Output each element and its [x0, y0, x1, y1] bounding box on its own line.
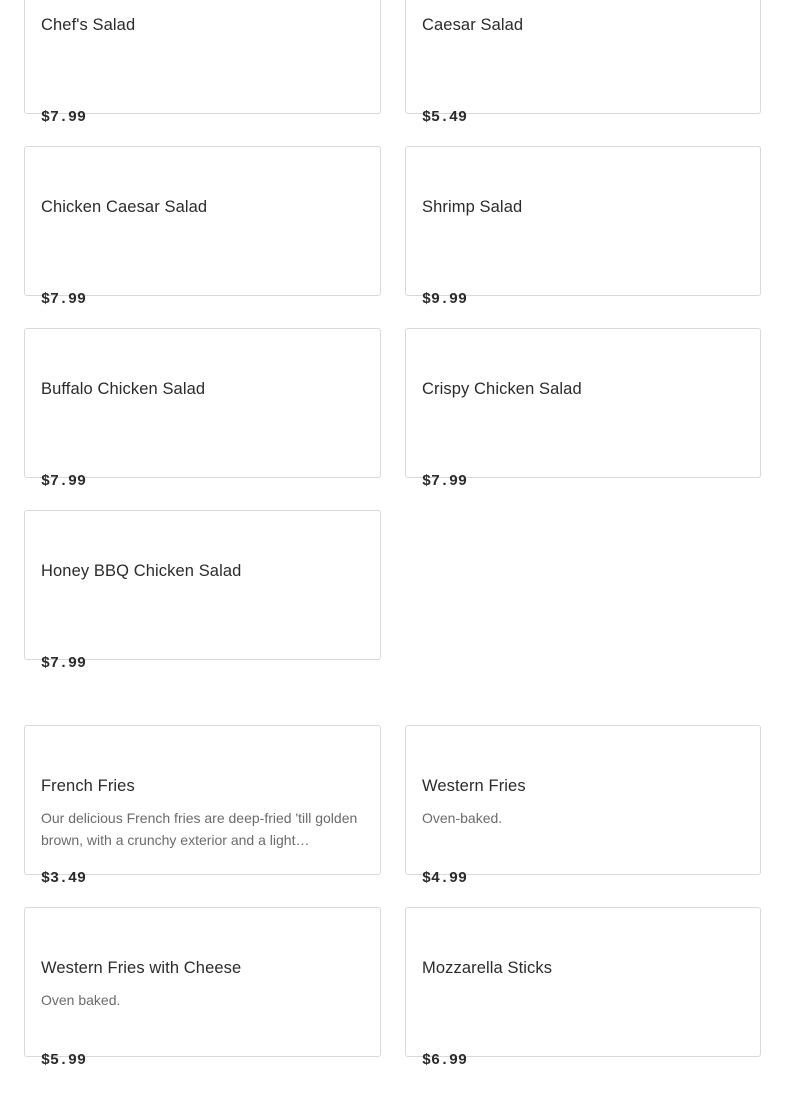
menu-item-card[interactable] [405, 328, 761, 490]
item-price: $7.99 [41, 291, 87, 308]
menu-item-card[interactable] [24, 0, 381, 126]
item-name: Shrimp Salad [422, 198, 523, 216]
side-orders-section [24, 725, 761, 1069]
item-name: Chicken Caesar Salad [41, 198, 208, 216]
menu-page [24, 0, 761, 1069]
item-name: Honey BBQ Chicken Salad [41, 562, 242, 580]
salads-grid [24, 0, 761, 672]
menu-item-card[interactable] [405, 907, 761, 1069]
item-price: $7.99 [41, 109, 87, 126]
menu-item-card[interactable] [24, 510, 381, 672]
item-price: $6.99 [422, 1052, 468, 1069]
item-description: Oven-baked. [422, 810, 503, 826]
menu-item-card[interactable] [24, 328, 381, 490]
item-price: $7.99 [41, 473, 87, 490]
item-price: $3.49 [41, 870, 87, 887]
item-name: Mozzarella Sticks [422, 959, 553, 977]
menu-item-card[interactable] [405, 146, 761, 308]
item-price: $7.99 [422, 473, 468, 490]
item-description: Our delicious French fries are deep-fried 'till golden brown, with a crunchy exterior and a light… [41, 810, 358, 848]
item-name: Caesar Salad [422, 16, 524, 34]
item-price: $4.99 [422, 870, 468, 887]
menu-item-card[interactable] [24, 725, 381, 887]
item-name: Crispy Chicken Salad [422, 380, 582, 398]
menu-item-card[interactable] [405, 0, 761, 126]
menu-item-card[interactable] [405, 725, 761, 887]
item-name: Chef's Salad [41, 16, 136, 34]
item-price: $5.49 [422, 109, 468, 126]
item-name: French Fries [41, 777, 135, 795]
item-name: Buffalo Chicken Salad [41, 380, 206, 398]
item-name: Western Fries with Cheese [41, 959, 242, 977]
side-orders-grid [24, 725, 761, 1069]
item-description: Oven baked. [41, 992, 121, 1008]
menu-item-card[interactable] [24, 907, 381, 1069]
item-price: $7.99 [41, 655, 87, 672]
menu-item-card[interactable] [24, 146, 381, 308]
item-price: $5.99 [41, 1052, 87, 1069]
item-name: Western Fries [422, 777, 526, 795]
item-price: $9.99 [422, 291, 468, 308]
